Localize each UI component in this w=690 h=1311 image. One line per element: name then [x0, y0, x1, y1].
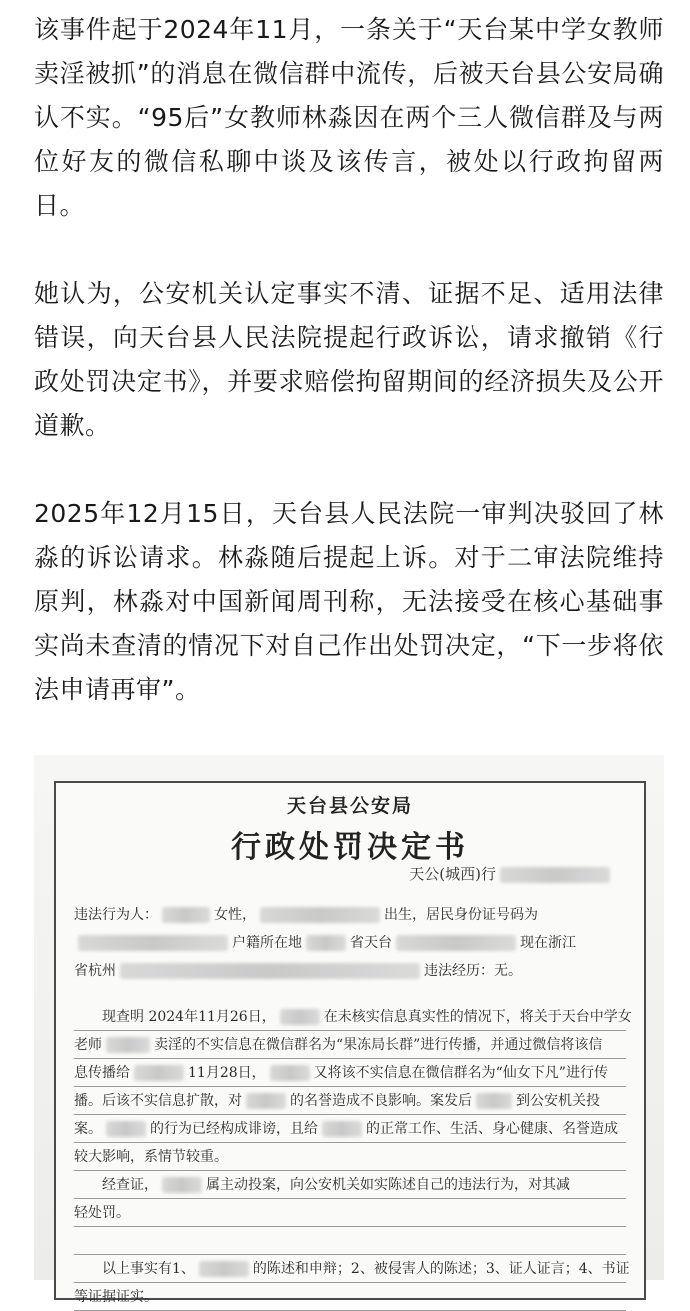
- document-number: 天公(城西)行: [409, 863, 614, 884]
- document-line: 老师 卖淫的不实信息在微信群名为“果冻局长群”进行传播，并通过微信将该信: [74, 1031, 626, 1059]
- document-line: 违法行为人： 女性， 出生，居民身份证号码为: [74, 907, 538, 923]
- document-line: 轻处罚。: [74, 1199, 626, 1227]
- article-paragraph-1: 该事件起于2024年11月，一条关于“天台某中学女教师卖淫被抓”的消息在微信群中流传，后被天台县公安局确认不实。“95后”女教师林淼因在两个三人微信群及与两位好友的微信私聊中谈及该传言，被处以行政拘留两日。: [34, 15, 664, 220]
- article-paragraph-2: 她认为，公安机关认定事实不清、证据不足、适用法律错误，向天台县人民法院提起行政诉讼，请求撤销《行政处罚决定书》，并要求赔偿拘留期间的经济损失及公开道歉。: [34, 279, 664, 440]
- document-line: 以上事实有1、 的陈述和申辩；2、被侵害人的陈述；3、证人证言；4、书证: [74, 1255, 626, 1283]
- document-agency: 天台县公安局: [286, 795, 413, 817]
- document-sheet: [54, 781, 646, 1305]
- document-line: 户籍所在地 省天台 现在浙江: [74, 929, 626, 957]
- document-line: 等证据证实。: [74, 1283, 626, 1311]
- document-line: 案。 的行为已经构成诽谤，且给 的正常工作、生活、身心健康、名誉造成: [74, 1115, 626, 1143]
- document-line: 息传播给 11月28日， 又将该不实信息在微信群名为“仙女下凡”进行传: [74, 1059, 626, 1087]
- document-body: [74, 901, 632, 1311]
- document-line: [74, 1227, 626, 1255]
- document-line: 播。后该不实信息扩散，对 的名誉造成不良影响。案发后 到公安机关投: [74, 1087, 626, 1115]
- document-line: 经查证， 属主动投案，向公安机关如实陈述自己的违法行为，对其减: [74, 1171, 626, 1199]
- document-line: 较大影响，系情节较重。: [74, 1143, 626, 1171]
- penalty-document-photo[interactable]: [34, 755, 664, 1305]
- document-title: 行政处罚决定书: [231, 830, 469, 865]
- article-paragraph-3: 2025年12月15日，天台县人民法院一审判决驳回了林淼的诉讼请求。林淼随后提起上诉。对于二审法院维持原判，林淼对中国新闻周刊称，无法接受在核心基础事实尚未查清的情况下对自己作出处罚决定，“下一步将依法申请再审”。: [34, 499, 664, 704]
- article-text: [34, 8, 664, 756]
- document-line: 现查明 2024年11月26日， 在未核实信息真实性的情况下，将关于天台中学女: [74, 1003, 626, 1031]
- document-line: 省杭州 违法经历：无。: [74, 963, 522, 979]
